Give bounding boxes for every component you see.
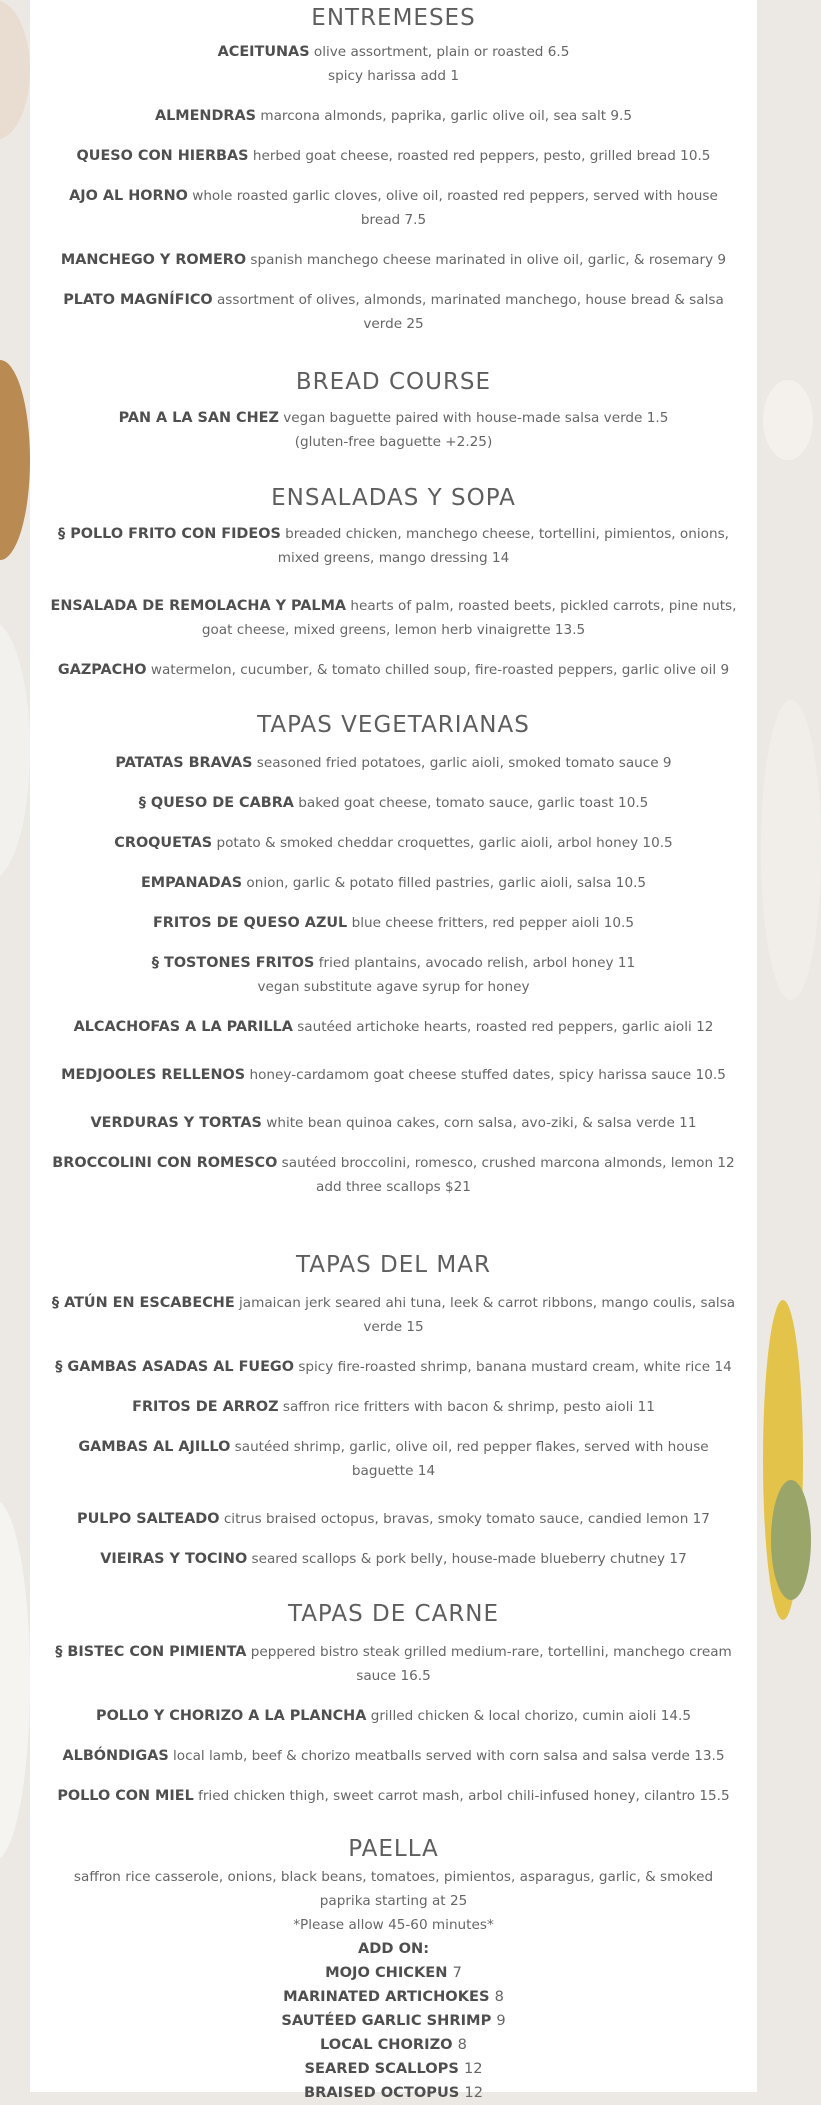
addon-name: LOCAL CHORIZO bbox=[320, 2036, 453, 2053]
menu-item bbox=[49, 406, 739, 454]
item-description: sautéed broccolini, romesco, crushed marcona almonds, lemon 12 bbox=[281, 1155, 735, 1171]
item-description: breaded chicken, manchego cheese, tortellini, pimientos, onions, mixed greens, mango dressing 14 bbox=[277, 526, 729, 566]
item-name: ENSALADA DE REMOLACHA Y PALMA bbox=[50, 598, 347, 614]
section-title: TAPAS DEL MAR bbox=[296, 1252, 491, 1278]
menu-item bbox=[49, 1111, 739, 1135]
item-name: FRITOS DE QUESO AZUL bbox=[152, 915, 348, 931]
menu-item bbox=[49, 871, 739, 895]
item-description: fried chicken thigh, sweet carrot mash, arbol chili-infused honey, cilantro 15.5 bbox=[198, 1788, 730, 1804]
item-name: FRITOS DE ARROZ bbox=[132, 1399, 279, 1415]
addon-name: SAUTÉED GARLIC SHRIMP bbox=[281, 2012, 492, 2029]
menu-item bbox=[49, 1784, 739, 1808]
addon-heading: ADD ON: bbox=[357, 1940, 430, 1957]
item-description: hearts of palm, roasted beets, pickled carrots, pine nuts, goat cheese, mixed greens, lemon herb vinaigrette 13.5 bbox=[201, 598, 737, 638]
menu-item bbox=[49, 1507, 739, 1531]
food-decor bbox=[0, 360, 30, 560]
section-title: ENTREMESES bbox=[311, 5, 476, 31]
section-title: BREAD COURSE bbox=[295, 369, 492, 395]
item-name: § ATÚN EN ESCABECHE bbox=[51, 1295, 235, 1311]
item-description: seasoned fried potatoes, garlic aioli, smoked tomato sauce 9 bbox=[256, 755, 672, 771]
plate-decor bbox=[0, 1500, 30, 1860]
menu-item bbox=[49, 911, 739, 935]
item-name: § QUESO DE CABRA bbox=[138, 795, 294, 811]
menu-item bbox=[49, 1435, 739, 1483]
addon-price: 8 bbox=[494, 1988, 504, 2005]
menu-item bbox=[49, 40, 739, 88]
addon-name: BRAISED OCTOPUS bbox=[304, 2084, 460, 2101]
item-name: MANCHEGO Y ROMERO bbox=[60, 252, 247, 268]
menu-item bbox=[49, 1063, 739, 1087]
section-title: TAPAS VEGETARIANAS bbox=[257, 712, 530, 738]
menu-item bbox=[49, 1015, 739, 1039]
addon-price: 12 bbox=[463, 2060, 483, 2077]
item-name: § POLLO FRITO CON FIDEOS bbox=[58, 526, 281, 542]
item-name: MEDJOOLES RELLENOS bbox=[61, 1067, 246, 1083]
section-tapas-del-mar bbox=[30, 1249, 757, 1571]
addon-name: MARINATED ARTICHOKES bbox=[283, 1988, 490, 2005]
item-description: white bean quinoa cakes, corn salsa, avo-ziki, & salsa verde 11 bbox=[266, 1115, 697, 1131]
addon-price: 9 bbox=[496, 2012, 506, 2029]
addon-item bbox=[30, 1985, 757, 2009]
addon-item bbox=[30, 2081, 757, 2105]
menu-item bbox=[49, 1395, 739, 1419]
addon-name: MOJO CHICKEN bbox=[325, 1964, 448, 1981]
item-name: PULPO SALTEADO bbox=[77, 1511, 220, 1527]
food-decor bbox=[771, 1480, 811, 1600]
item-description: honey-cardamom goat cheese stuffed dates, spicy harissa sauce 10.5 bbox=[249, 1067, 726, 1083]
item-description: sautéed shrimp, garlic, olive oil, red pepper flakes, served with house baguette 14 bbox=[234, 1439, 709, 1479]
item-description: saffron rice fritters with bacon & shrimp, pesto aioli 11 bbox=[282, 1399, 655, 1415]
section-tapas-de-carne bbox=[30, 1598, 757, 1808]
menu-item bbox=[49, 1640, 739, 1688]
menu-item bbox=[49, 751, 739, 775]
item-description: peppered bistro steak grilled medium-rare, tortellini, manchego cream sauce 16.5 bbox=[250, 1644, 732, 1684]
item-name: POLLO Y CHORIZO A LA PLANCHA bbox=[96, 1708, 367, 1724]
item-name: § BISTEC CON PIMIENTA bbox=[55, 1644, 247, 1660]
item-description: assortment of olives, almonds, marinated manchego, house bread & salsa verde 25 bbox=[216, 292, 724, 332]
section-tapas-vegetarianas bbox=[30, 709, 757, 1199]
menu-item bbox=[49, 791, 739, 815]
item-description: spanish manchego cheese marinated in olive oil, garlic, & rosemary 9 bbox=[250, 252, 727, 268]
addon-item bbox=[30, 2009, 757, 2033]
menu-item bbox=[49, 1151, 739, 1199]
item-name: § GAMBAS ASADAS AL FUEGO bbox=[55, 1359, 294, 1375]
item-name: POLLO CON MIEL bbox=[57, 1788, 194, 1804]
item-name: BROCCOLINI CON ROMESCO bbox=[52, 1155, 278, 1171]
plate-decor bbox=[0, 620, 30, 880]
item-description: onion, garlic & potato filled pastries, garlic aioli, salsa 10.5 bbox=[246, 875, 647, 891]
paella-description: saffron rice casserole, onions, black beans, tomatoes, pimientos, asparagus, garlic, & smoked paprika starting at 25 bbox=[73, 1869, 714, 1909]
menu-item bbox=[49, 248, 739, 272]
item-name: PAN A LA SAN CHEZ bbox=[118, 410, 279, 426]
item-name: ALMENDRAS bbox=[154, 108, 256, 124]
item-description: jamaican jerk seared ahi tuna, leek & carrot ribbons, mango coulis, salsa verde 15 bbox=[238, 1295, 736, 1335]
item-name: ALBÓNDIGAS bbox=[62, 1748, 169, 1764]
item-name: CROQUETAS bbox=[114, 835, 213, 851]
item-name: PLATO MAGNÍFICO bbox=[63, 292, 213, 308]
menu-item bbox=[49, 522, 739, 570]
left-background-photo bbox=[0, 0, 30, 2092]
section-entremeses bbox=[30, 2, 757, 336]
menu-item bbox=[49, 831, 739, 855]
item-description: sautéed artichoke hearts, roasted red peppers, garlic aioli 12 bbox=[297, 1019, 714, 1035]
plate-decor bbox=[761, 700, 821, 1000]
item-name: GAZPACHO bbox=[57, 662, 147, 678]
item-description: fried plantains, avocado relish, arbol honey 11 bbox=[318, 955, 636, 971]
item-name: VERDURAS Y TORTAS bbox=[90, 1115, 262, 1131]
menu-item bbox=[49, 144, 739, 168]
addon-item bbox=[30, 2057, 757, 2081]
item-description: herbed goat cheese, roasted red peppers, pesto, grilled bread 10.5 bbox=[252, 148, 711, 164]
item-description: olive assortment, plain or roasted 6.5 bbox=[313, 44, 570, 60]
item-name: QUESO CON HIERBAS bbox=[76, 148, 249, 164]
menu-item bbox=[49, 658, 739, 682]
section-title: ENSALADAS Y SOPA bbox=[271, 485, 516, 511]
menu-page bbox=[30, 0, 757, 2101]
item-description: grilled chicken & local chorizo, cumin aioli 14.5 bbox=[370, 1708, 691, 1724]
menu-item bbox=[49, 1547, 739, 1571]
item-note: (gluten-free baguette +2.25) bbox=[294, 434, 493, 450]
menu-item bbox=[49, 1704, 739, 1728]
item-description: baked goat cheese, tomato sauce, garlic toast 10.5 bbox=[298, 795, 649, 811]
menu-item bbox=[49, 1744, 739, 1768]
item-description: whole roasted garlic cloves, olive oil, roasted red peppers, served with house bread 7.5 bbox=[192, 188, 718, 228]
item-description: seared scallops & pork belly, house-made blueberry chutney 17 bbox=[251, 1551, 687, 1567]
item-description: potato & smoked cheddar croquettes, garlic aioli, arbol honey 10.5 bbox=[216, 835, 673, 851]
addon-name: SEARED SCALLOPS bbox=[304, 2060, 459, 2077]
item-description: blue cheese fritters, red pepper aioli 10.5 bbox=[351, 915, 635, 931]
item-description: spicy fire-roasted shrimp, banana mustard cream, white rice 14 bbox=[298, 1359, 732, 1375]
menu-item bbox=[49, 104, 739, 128]
section-ensaladas-y-sopa bbox=[30, 482, 757, 682]
section-title: PAELLA bbox=[348, 1836, 439, 1862]
item-description: watermelon, cucumber, & tomato chilled soup, fire-roasted peppers, garlic olive oil 9 bbox=[150, 662, 730, 678]
plate-decor bbox=[0, 0, 30, 140]
item-name: EMPANADAS bbox=[140, 875, 243, 891]
item-name: ALCACHOFAS A LA PARILLA bbox=[73, 1019, 293, 1035]
section-bread-course bbox=[30, 366, 757, 454]
menu-item bbox=[49, 288, 739, 336]
menu-item bbox=[49, 951, 739, 999]
menu-item bbox=[49, 184, 739, 232]
addon-price: 7 bbox=[452, 1964, 462, 1981]
addon-item bbox=[30, 2033, 757, 2057]
item-note: add three scallops $21 bbox=[316, 1179, 471, 1195]
item-description: local lamb, beef & chorizo meatballs served with corn salsa and salsa verde 13.5 bbox=[173, 1748, 725, 1764]
item-name: § TOSTONES FRITOS bbox=[151, 955, 315, 971]
item-name: GAMBAS AL AJILLO bbox=[78, 1439, 231, 1455]
menu-item bbox=[49, 1291, 739, 1339]
item-name: PATATAS BRAVAS bbox=[115, 755, 253, 771]
item-note: vegan substitute agave syrup for honey bbox=[257, 979, 530, 995]
item-description: citrus braised octopus, bravas, smoky tomato sauce, candied lemon 17 bbox=[223, 1511, 710, 1527]
section-paella bbox=[30, 1833, 757, 2105]
paella-note: *Please allow 45-60 minutes* bbox=[293, 1917, 494, 1933]
right-background-photo bbox=[757, 0, 785, 2092]
item-note: spicy harissa add 1 bbox=[327, 68, 459, 84]
item-description: marcona almonds, paprika, garlic olive oil, sea salt 9.5 bbox=[260, 108, 633, 124]
menu-item bbox=[49, 1355, 739, 1379]
item-name: AJO AL HORNO bbox=[69, 188, 188, 204]
item-description: vegan baguette paired with house-made salsa verde 1.5 bbox=[283, 410, 669, 426]
item-name: VIEIRAS Y TOCINO bbox=[100, 1551, 248, 1567]
item-name: ACEITUNAS bbox=[217, 44, 310, 60]
addon-item bbox=[30, 1961, 757, 1985]
menu-item bbox=[49, 594, 739, 642]
addon-price: 8 bbox=[457, 2036, 467, 2053]
section-title: TAPAS DE CARNE bbox=[287, 1601, 500, 1627]
plate-decor bbox=[763, 380, 813, 460]
addon-price: 12 bbox=[464, 2084, 483, 2101]
